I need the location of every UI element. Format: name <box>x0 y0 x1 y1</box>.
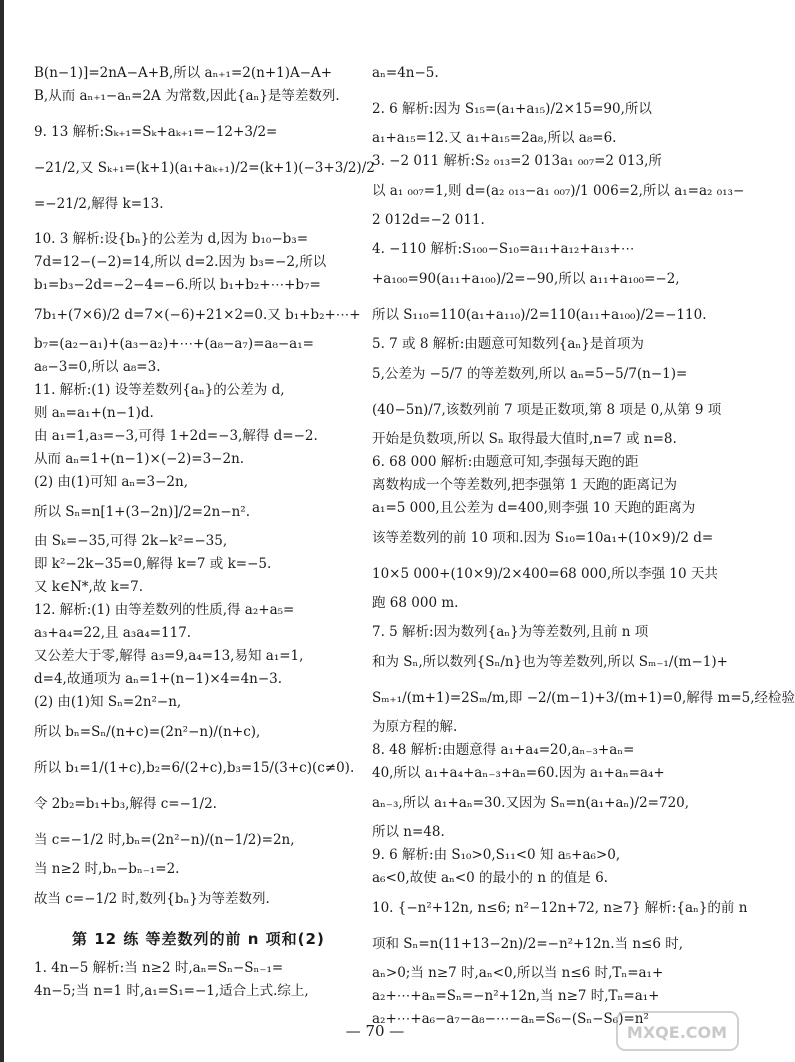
text-line: 8. 48 解析:由题意得 a₁+a₄=20,aₙ₋₃+aₙ= <box>372 742 635 758</box>
left-column <box>34 62 375 1003</box>
text-line: 10. {−n²+12n, n≤6; n²−12n+72, n≥7} 解析:{aₙ}的前 n <box>372 900 748 916</box>
text-line: a₁+a₁₅=12.又 a₁+a₁₅=2a₈,所以 a₈=6. <box>372 130 617 146</box>
text-line: 12. 解析:(1) 由等差数列的性质,得 a₂+a₅= <box>34 602 295 618</box>
text-line: 开始是负数项,所以 Sₙ 取得最大值时,n=7 或 n=8. <box>372 431 677 447</box>
text-line: 9. 6 解析:由 S₁₀>0,S₁₁<0 知 a₅+a₆>0, <box>372 847 621 863</box>
text-line: 2. 6 解析:因为 S₁₅=(a₁+a₁₅)/2×15=90,所以 <box>372 101 652 117</box>
text-line: 5. 7 或 8 解析:由题意可知数列{aₙ}是首项为 <box>372 336 644 352</box>
text-line: 由 a₁=1,a₃=−3,可得 1+2d=−3,解得 d=−2. <box>34 428 318 444</box>
text-line: d=4,故通项为 aₙ=1+(n−1)×4=4n−3. <box>34 671 283 687</box>
text-line: 跑 68 000 m. <box>372 595 459 611</box>
page-edge <box>0 0 4 1062</box>
text-line: aₙ>0;当 n≥7 时,aₙ<0,所以当 n≤6 时,Tₙ=a₁+ <box>372 965 664 981</box>
text-line: =−21/2,解得 k=13. <box>34 196 164 212</box>
text-line: 2 012d=−2 011. <box>372 212 485 228</box>
text-line: 10×5 000+(10×9)/2×400=68 000,所以李强 10 天共 <box>372 566 718 582</box>
text-line: 该等差数列的前 10 项和.因为 S₁₀=10a₁+(10×9)/2 d= <box>372 530 714 546</box>
text-line: a₃+a₄=22,且 a₃a₄=117. <box>34 625 192 641</box>
text-line: a₆<0,故使 aₙ<0 的最小的 n 的值是 6. <box>372 870 608 886</box>
text-line: 所以 bₙ=Sₙ/(n+c)=(2n²−n)/(n+c), <box>34 724 261 740</box>
text-line: 40,所以 a₁+a₄+aₙ₋₃+aₙ=60.因为 a₁+aₙ=a₄+ <box>372 765 665 781</box>
text-line: a₈−3=0,所以 a₈=3. <box>34 359 161 375</box>
watermark-text: MXQE.COM <box>626 1023 728 1042</box>
right-column <box>372 62 795 1031</box>
text-line: b₇=(a₂−a₁)+(a₃−a₂)+⋯+(a₈−a₇)=a₈−a₁= <box>34 336 314 352</box>
text-line: 即 k²−2k−35=0,解得 k=7 或 k=−5. <box>34 556 272 572</box>
text-line: Sₘ₊₁/(m+1)=2Sₘ/m,即 −2/(m−1)+3/(m+1)=0,解得 m=5,经检验 <box>372 690 795 706</box>
text-line: 5,公差为 −5/7 的等差数列,所以 aₙ=5−5/7(n−1)= <box>372 366 688 382</box>
text-line: 令 2b₂=b₁+b₃,解得 c=−1/2. <box>34 796 217 812</box>
text-line: aₙ₋₃,所以 a₁+aₙ=30.又因为 Sₙ=n(a₁+aₙ)/2=720, <box>372 795 690 811</box>
text-line: 3. −2 011 解析:S₂ ₀₁₃=2 013a₁ ₀₀₇=2 013,所 <box>372 153 662 169</box>
text-line: 和为 Sₙ,所以数列{Sₙ/n}也为等差数列,所以 Sₘ₋₁/(m−1)+ <box>372 654 728 670</box>
text-line: 又公差大于零,解得 a₃=9,a₄=13,易知 a₁=1, <box>34 648 304 664</box>
text-line: (40−5n)/7,该数列前 7 项是正数项,第 8 项是 0,从第 9 项 <box>372 402 722 418</box>
text-line: 7. 5 解析:因为数列{aₙ}为等差数列,且前 n 项 <box>372 624 649 640</box>
text-line: b₁=b₃−2d=−2−4=−6.所以 b₁+b₂+⋯+b₇= <box>34 277 321 293</box>
text-line: 离数构成一个等差数列,把李强第 1 天跑的距离记为 <box>372 477 677 493</box>
text-line: 4. −110 解析:S₁₀₀−S₁₀=a₁₁+a₁₂+a₁₃+⋯ <box>372 241 635 257</box>
text-line: (2) 由(1)知 Sₙ=2n²−n, <box>34 694 182 710</box>
text-line: 所以 b₁=1/(1+c),b₂=6/(2+c),b₃=15/(3+c)(c≠0). <box>34 760 355 776</box>
watermark-logo <box>615 1008 740 1054</box>
text-line: 故当 c=−1/2 时,数列{bₙ}为等差数列. <box>34 891 270 907</box>
text-line: aₙ=4n−5. <box>372 65 439 81</box>
section-heading: 第 12 练 等差数列的前 n 项和(2) <box>72 930 325 948</box>
text-line: 11. 解析:(1) 设等差数列{aₙ}的公差为 d, <box>34 382 285 398</box>
text-line: 9. 13 解析:Sₖ₊₁=Sₖ+aₖ₊₁=−12+3/2= <box>34 124 278 140</box>
text-line: 当 c=−1/2 时,bₙ=(2n²−n)/(n−1/2)=2n, <box>34 832 295 848</box>
text-line: −21/2,又 Sₖ₊₁=(k+1)(a₁+aₖ₊₁)/2=(k+1)(−3+3/2)/2 <box>34 160 375 176</box>
text-line: 10. 3 解析:设{bₙ}的公差为 d,因为 b₁₀−b₃= <box>34 231 309 247</box>
text-line: B(n−1)]=2nA−A+B,所以 aₙ₊₁=2(n+1)A−A+ <box>34 65 333 81</box>
text-line: 所以 n=48. <box>372 824 445 840</box>
text-line: 由 Sₖ=−35,可得 2k−k²=−35, <box>34 533 228 549</box>
text-line: 又 k∈N*,故 k=7. <box>34 579 143 595</box>
text-line: 从而 aₙ=1+(n−1)×(−2)=3−2n. <box>34 451 245 467</box>
text-line: 1. 4n−5 解析:当 n≥2 时,aₙ=Sₙ−Sₙ₋₁= <box>34 960 284 976</box>
text-line: 6. 68 000 解析:由题意可知,李强每天跑的距 <box>372 454 639 470</box>
text-line: 以 a₁ ₀₀₇=1,则 d=(a₂ ₀₁₃−a₁ ₀₀₇)/1 006=2,所以 a₁=a₂ ₀₁₃− <box>372 183 745 199</box>
text-line: a₁=5 000,且公差为 d=400,则李强 10 天跑的距离为 <box>372 500 696 516</box>
text-line: 所以 Sₙ=n[1+(3−2n)]/2=2n−n². <box>34 504 250 520</box>
text-line: 当 n≥2 时,bₙ−bₙ₋₁=2. <box>34 861 180 877</box>
text-line: a₂+⋯+aₙ=Sₙ=−n²+12n,当 n≥7 时,Tₙ=a₁+ <box>372 988 660 1004</box>
text-line: B,从而 aₙ₊₁−aₙ=2A 为常数,因此{aₙ}是等差数列. <box>34 88 340 104</box>
text-line: 项和 Sₙ=n(11+13−2n)/2=−n²+12n.当 n≤6 时, <box>372 936 683 952</box>
text-line: 为原方程的解. <box>372 719 458 735</box>
text-line: 4n−5;当 n=1 时,a₁=S₁=−1,适合上式.综上, <box>34 983 309 999</box>
text-line: 则 aₙ=a₁+(n−1)d. <box>34 405 154 421</box>
text-line: a₂+⋯+a₆−a₇−a₈−⋯−aₙ=S₆−(Sₙ−S₆)=n² <box>372 1011 649 1027</box>
text-line: 7d=12−(−2)=14,所以 d=2.因为 b₃=−2,所以 <box>34 254 327 270</box>
text-line: (2) 由(1)可知 aₙ=3−2n, <box>34 474 189 490</box>
page-number: — 70 — <box>345 1022 405 1040</box>
text-line: +a₁₀₀=90(a₁₁+a₁₀₀)/2=−90,所以 a₁₁+a₁₀₀=−2, <box>372 271 680 287</box>
text-line: 7b₁+(7×6)/2 d=7×(−6)+21×2=0.又 b₁+b₂+⋯+ <box>34 307 361 323</box>
text-line: 所以 S₁₁₀=110(a₁+a₁₁₀)/2=110(a₁₁+a₁₀₀)/2=−110. <box>372 307 707 323</box>
